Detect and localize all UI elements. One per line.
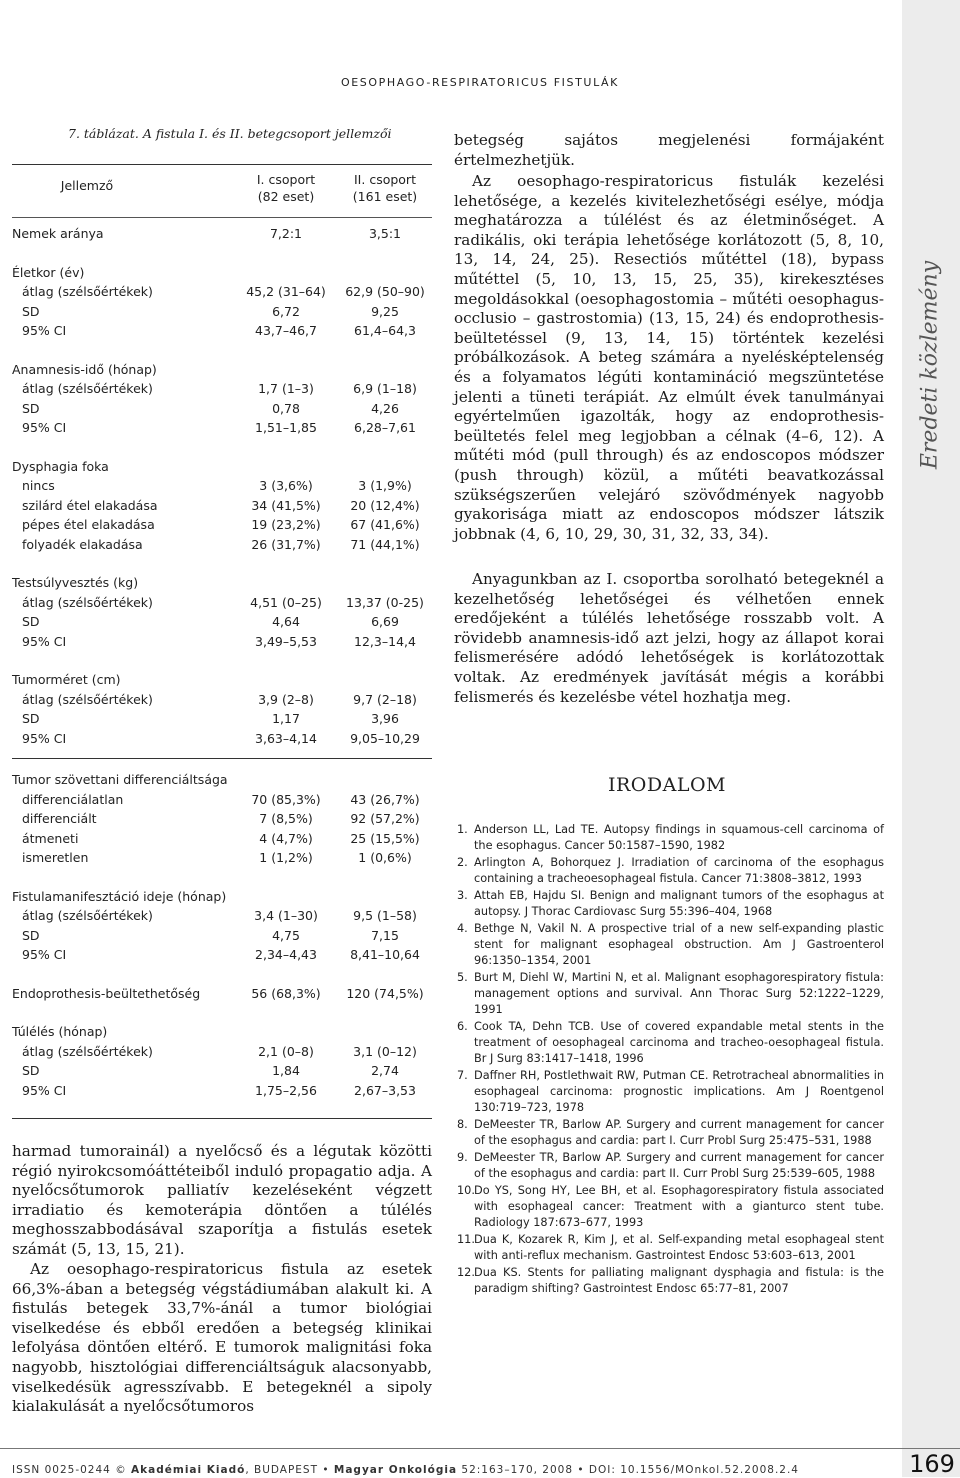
value-group-2: 67 (41,6%) [350,517,420,532]
table-row [12,906,432,926]
group-title [12,670,432,690]
value-group-2: 2,74 [371,1063,399,1078]
value-group-2: 9,25 [371,303,399,319]
value-group-1: 70 (85,3%) [251,791,321,807]
group-spacer [12,438,432,457]
row-label: 95% CI [22,1082,67,1098]
reference-number: 12. [457,1266,475,1279]
table-row [12,321,432,341]
table-row [12,729,432,749]
value-group-1: 4,75 [272,927,300,943]
row-label: Nemek aránya [12,226,104,241]
table-row [12,690,432,710]
table-body-bottom [12,770,432,1100]
value-group-1: 2,1 (0–8) [258,1043,314,1059]
value-group-1: 7,2:1 [269,226,303,241]
table-row [12,809,432,829]
row-label: átlag (szélsőértékek) [22,284,153,299]
value-group-1: 1,75–2,56 [255,1082,317,1098]
reference-item [452,921,884,969]
reference-number: 1. [457,823,468,836]
reference-number: 7. [457,1069,468,1082]
reference-number: 8. [457,1118,468,1131]
row-label: 95% CI [22,633,67,649]
table-row [12,984,432,1004]
value-group-1: 3 (3,6%) [259,478,313,493]
value-group-1: 56 (68,3%) [251,985,321,1001]
value-group-2: 6,9 (1–18) [353,381,417,396]
value-group-2: 3,5:1 [368,226,402,241]
row-label: nincs [22,478,55,493]
reference-number: 2. [457,856,468,869]
row-label: átlag (szélsőértékek) [22,594,153,610]
table-row [12,535,432,555]
value-group-1: 26 (31,7%) [251,536,321,552]
group-spacer [12,868,432,887]
row-label: pépes étel elakadása [22,517,155,532]
value-group-2: 9,7 (2–18) [353,691,417,707]
footer-details: 52:163–170, 2008 • DOI: 10.1556/MOnkol.52.2008.2.4 [461,1464,799,1476]
reference-text: Arlington A, Bohorquez J. Irradiation of carcinoma of the esophagus containing a tracheoesophageal fistula. Cancer 71:3808–3812, 1993 [474,856,884,885]
left-paragraph-1: harmad tumorainál) a nyelőcső és a légutak közötti régió nyirokcsomóáttéteiből induló propagatio adja. A nyelőcsőtumorok palliatív kezeléseként végzett irradiatio és kemoterápia döntően a túlélés meghosszabbodásával szaporítja a fistulás esetek számát (5, 13, 15, 21). [12,1142,432,1258]
table-row [12,515,432,535]
table-row [12,829,432,849]
table-row [12,399,432,419]
reference-number: 11. [457,1233,475,1246]
table-header-rule [12,217,432,218]
row-label: átlag (szélsőértékek) [22,381,153,396]
table-row [12,302,432,322]
value-group-1: 1,17 [272,711,300,726]
row-label: SD [22,400,40,416]
table-caption: 7. táblázat. A fistula I. és II. betegcsoport jellemzői [68,126,392,141]
value-group-2: 43 (26,7%) [350,791,420,807]
table-row [12,612,432,632]
section-label: Eredeti közlemény [917,260,943,470]
footer-city: , BUDAPEST • [245,1464,330,1476]
row-label: 95% CI [22,947,67,962]
reference-item [452,1150,884,1182]
right-paragraph-1: betegség sajátos megjelenési formájaként értelmezhetjük. [454,131,884,169]
table-row [12,496,432,516]
right-paragraph-3: Anyagunkban az I. csoportba sorolható betegeknél a kezelhetőség lehetőségei és vélhetően ennek eredőjeként a túlélés lehetősége rosszabb volt. A rövidebb anamnesis-idő azt jelzi, hogy az állapot korai felismerésére adódó lehetőségek is korlátozottak voltak. Az eredmények javítását mégis a korábbi felismerés és kezelésbe vétel hozhatja meg. [454,570,884,706]
table-row [12,224,432,244]
group-title-label: Túlélés (hónap) [12,1024,108,1039]
group-title-label: Dysphagia foka [12,458,109,474]
value-group-2: 13,37 (0-25) [346,594,424,610]
references-list [452,822,884,1298]
row-label: átlag (szélsőértékek) [22,908,153,923]
value-group-2: 12,3–14,4 [354,633,416,649]
value-group-1: 1,51–1,85 [255,420,317,435]
group-2-count: (161 eset) [352,189,418,204]
value-group-2: 62,9 (50–90) [345,284,425,299]
row-label: átlag (szélsőértékek) [22,691,153,707]
group-title [12,887,432,907]
reference-item [452,1183,884,1231]
row-label: SD [22,303,40,319]
reference-number: 10. [457,1184,475,1197]
column-header-group-1 [240,171,332,205]
table-row [12,709,432,729]
table-row [12,379,432,399]
row-label: Endoprothesis-beültethetőség [12,985,201,1001]
group-title-label: Tumor szövettani differenciáltsága [12,772,228,787]
reference-number: 4. [457,922,468,935]
value-group-2: 6,69 [371,614,399,629]
row-label: 95% CI [22,730,67,746]
value-group-2: 71 (44,1%) [350,536,420,552]
value-group-2: 9,5 (1–58) [353,908,417,923]
reference-item [452,1019,884,1067]
reference-item [452,1068,884,1116]
value-group-2: 7,15 [371,927,399,943]
row-label: folyadék elakadása [22,536,143,552]
references-title: IRODALOM [608,774,726,796]
row-label: szilárd étel elakadása [22,497,158,513]
reference-text: DeMeester TR, Barlow AP. Surgery and current management for cancer of the esophagus and cardia: part I. Curr Probl Surg 25:475–531, 1988 [474,1118,884,1147]
group-title-label: Életkor (év) [12,264,85,280]
value-group-1: 2,34–4,43 [255,947,317,962]
group-title [12,770,432,790]
reference-number: 9. [457,1151,468,1164]
value-group-1: 3,49–5,53 [255,633,317,649]
row-label: SD [22,1063,40,1078]
reference-number: 6. [457,1020,468,1033]
table-row [12,1042,432,1062]
footer-rule [0,1448,960,1449]
row-label: ismeretlen [22,850,89,865]
value-group-1: 1,84 [272,1063,300,1078]
group-spacer [12,965,432,984]
value-group-2: 4,26 [371,400,399,416]
table-row [12,476,432,496]
value-group-1: 1,7 (1–3) [258,381,314,396]
reference-text: Attah EB, Hajdu SI. Benign and malignant tumors of the esophagus at autopsy. J Thorac Cardiovasc Surg 55:396–404, 1968 [474,889,884,918]
group-spacer [12,1003,432,1022]
row-label: SD [22,614,40,629]
row-label: 95% CI [22,420,67,435]
group-title-label: Fistulamanifesztáció ideje (hónap) [12,888,227,904]
value-group-1: 1 (1,2%) [259,850,313,865]
table-row [12,418,432,438]
reference-text: Anderson LL, Lad TE. Autopsy findings in squamous-cell carcinoma of the esophagus. Cancer 50:1587–1590, 1982 [474,823,884,852]
group-title-label: Anamnesis-idő (hónap) [12,361,157,377]
reference-text: Dua KS. Stents for palliating malignant dysphagia and fistula: is the paradigm shifting? Gastrointest Endosc 65:77–81, 2007 [474,1266,884,1295]
table-body-top [12,224,432,748]
row-label: átmeneti [22,830,79,846]
value-group-2: 2,67–3,53 [354,1082,416,1098]
group-title [12,457,432,477]
reference-text: Bethge N, Vakil N. A prospective trial of a new self-expanding plastic stent for malignant esophageal obstruction. Am J Gastroenterol 96:1350–1354, 2001 [474,922,884,967]
reference-text: Burt M, Diehl W, Martini N, et al. Malignant esophagorespiratory fistula: management options and survival. Ann Thorac Surg 52:1222–1229, 1991 [474,971,884,1016]
reference-text: Do YS, Song HY, Lee BH, et al. Esophagorespiratory fistula associated with esophageal cancer: Treatment with a gianturco stent tube. Radiology 187:673–677, 1993 [474,1184,884,1229]
group-title [12,263,432,283]
reference-item [452,1117,884,1149]
value-group-2: 8,41–10,64 [350,947,420,962]
reference-item [452,1265,884,1297]
table-row [12,790,432,810]
table-row [12,632,432,652]
group-title [12,573,432,593]
row-label: differenciálatlan [22,791,124,807]
group-1-title: I. csoport [256,172,316,187]
row-label: SD [22,711,40,726]
table-row [12,282,432,302]
footer [12,1464,799,1476]
reference-text: Dua K, Kozarek R, Kim J, et al. Self-expanding metal esophageal stent with anti-reflux mechanism. Gastrointest Endosc 53:603–613, 2001 [474,1233,884,1262]
reference-text: Daffner RH, Postlethwait RW, Putman CE. Retrotracheal abnormalities in esophageal carcinoma: prognostic implications. Am J Roentgenol 130:719–723, 1978 [474,1069,884,1114]
value-group-1: 19 (23,2%) [251,517,321,532]
footer-journal: Magyar Onkológia [333,1464,458,1476]
table-top-rule [12,164,432,165]
value-group-2: 3,96 [371,711,399,726]
value-group-2: 120 (74,5%) [346,985,424,1001]
value-group-1: 7 (8,5%) [259,811,313,826]
group-spacer [12,244,432,263]
value-group-1: 6,72 [272,303,300,319]
reference-item [452,888,884,920]
value-group-2: 25 (15,5%) [350,830,420,846]
row-label: átlag (szélsőértékek) [22,1043,153,1059]
footer-publisher: Akadémiai Kiadó [131,1464,246,1476]
reference-item [452,855,884,887]
group-spacer [12,554,432,573]
table-row [12,945,432,965]
column-header-feature: Jellemző [60,178,114,193]
value-group-2: 3,1 (0–12) [353,1043,417,1059]
value-group-1: 4,64 [272,614,300,629]
value-group-2: 92 (57,2%) [350,811,420,826]
value-group-1: 34 (41,5%) [251,497,321,513]
reference-text: DeMeester TR, Barlow AP. Surgery and current management for cancer of the esophagus and cardia: part II. Curr Probl Surg 25:539–605, 1988 [474,1151,884,1180]
group-title [12,360,432,380]
row-label: 95% CI [22,323,67,338]
group-spacer [12,341,432,360]
table-row [12,926,432,946]
group-title [12,1022,432,1042]
reference-item [452,1232,884,1264]
value-group-1: 3,4 (1–30) [254,908,318,923]
table-header [12,171,432,211]
group-1-count: (82 eset) [257,189,315,204]
value-group-1: 4 (4,7%) [259,830,313,846]
value-group-1: 45,2 (31–64) [246,284,326,299]
running-head: OESOPHAGO-RESPIRATORICUS FISTULÁK [341,76,619,89]
table-bottom-rule [12,1118,432,1119]
page-number: 169 [909,1450,955,1478]
reference-number: 5. [457,971,468,984]
table-row [12,848,432,868]
footer-issn: ISSN 0025-0244 © [12,1464,127,1476]
reference-item [452,822,884,854]
value-group-2: 20 (12,4%) [350,497,420,513]
group-title-label: Testsúlyvesztés (kg) [12,575,139,590]
value-group-1: 3,9 (2–8) [258,691,314,707]
value-group-1: 0,78 [272,400,300,416]
value-group-2: 6,28–7,61 [354,420,416,435]
value-group-1: 4,51 (0–25) [250,594,322,610]
right-paragraph-2: Az oesophago-respiratoricus fistulák kezelési lehetősége, a kezelés kivitelezhetőségi esélye, módja meghatározza a túlélést és az életminőséget. A radikális, oki terápia lehetősége korlátozott (5, 8, 10, 13, 14, 24, 25). Resectiós műtéttel (18), bypass műtéttel (5, 10, 13, 15, 25, 35), kirekesztéses megoldásokkal (oesophagostomia – műtéti oesophagus-occlusio – gastrostomia) (13, 15, 24) és endoprothesis-beültetéssel (9, 13, 14, 15) történtek kezelési próbálkozások. A beteg számára a nyelésképtelenség és a folyamatos légúti kontamináció megszüntetése jelenti a tüneti terápiát. Az elmúlt évek tanulmányai egyértelműen igazolták, hogy az endoprothesis-beültetés felel meg legjobban a célnak (4–6, 12). A műtéti mód (pull through) és az endoscopos módszer (push through) közül, a műtéti beavatkozással szükségszerűen velejáró szövődmények nagyobb gyakorisága miatt az endoscopos módszer látszik jobbnak (4, 6, 10, 29, 30, 31, 32, 33, 34). [454,172,884,543]
reference-text: Cook TA, Dehn TCB. Use of covered expandable metal stents in the treatment of oesophageal carcinoma and tracheo-oesophageal fistula. Br J Surg 83:1417–1418, 1996 [474,1020,884,1065]
side-band [902,0,960,1477]
column-header-group-2 [335,171,435,205]
value-group-2: 3 (1,9%) [358,478,412,493]
table-page-rule [12,758,432,759]
table-row [12,1081,432,1101]
table-row [12,1061,432,1081]
row-label: SD [22,927,40,943]
left-paragraph-2: Az oesophago-respiratoricus fistula az esetek 66,3%-ában a betegség végstádiumában alakult ki. A fistulás betegek 33,7%-ánál a tumor biológiai viselkedése és ebből eredően a betegség klinikai lefolyása döntően eltérő. E tumorok malignitási foka nagyobb, hisztológiai differenciáltságuk alacsonyabb, viselkedésük agresszívabb. E betegeknél a sipoly kialakulását a nyelőcsőtumoros [12,1260,432,1416]
reference-item [452,970,884,1018]
value-group-2: 1 (0,6%) [358,850,412,865]
value-group-1: 3,63–4,14 [255,730,317,746]
group-spacer [12,651,432,670]
table-row [12,593,432,613]
value-group-2: 61,4–64,3 [354,323,416,338]
row-label: differenciált [22,811,97,826]
reference-number: 3. [457,889,468,902]
group-title-label: Tumorméret (cm) [12,672,121,687]
value-group-2: 9,05–10,29 [350,730,420,746]
group-2-title: II. csoport [354,172,416,187]
value-group-1: 43,7–46,7 [255,323,317,338]
